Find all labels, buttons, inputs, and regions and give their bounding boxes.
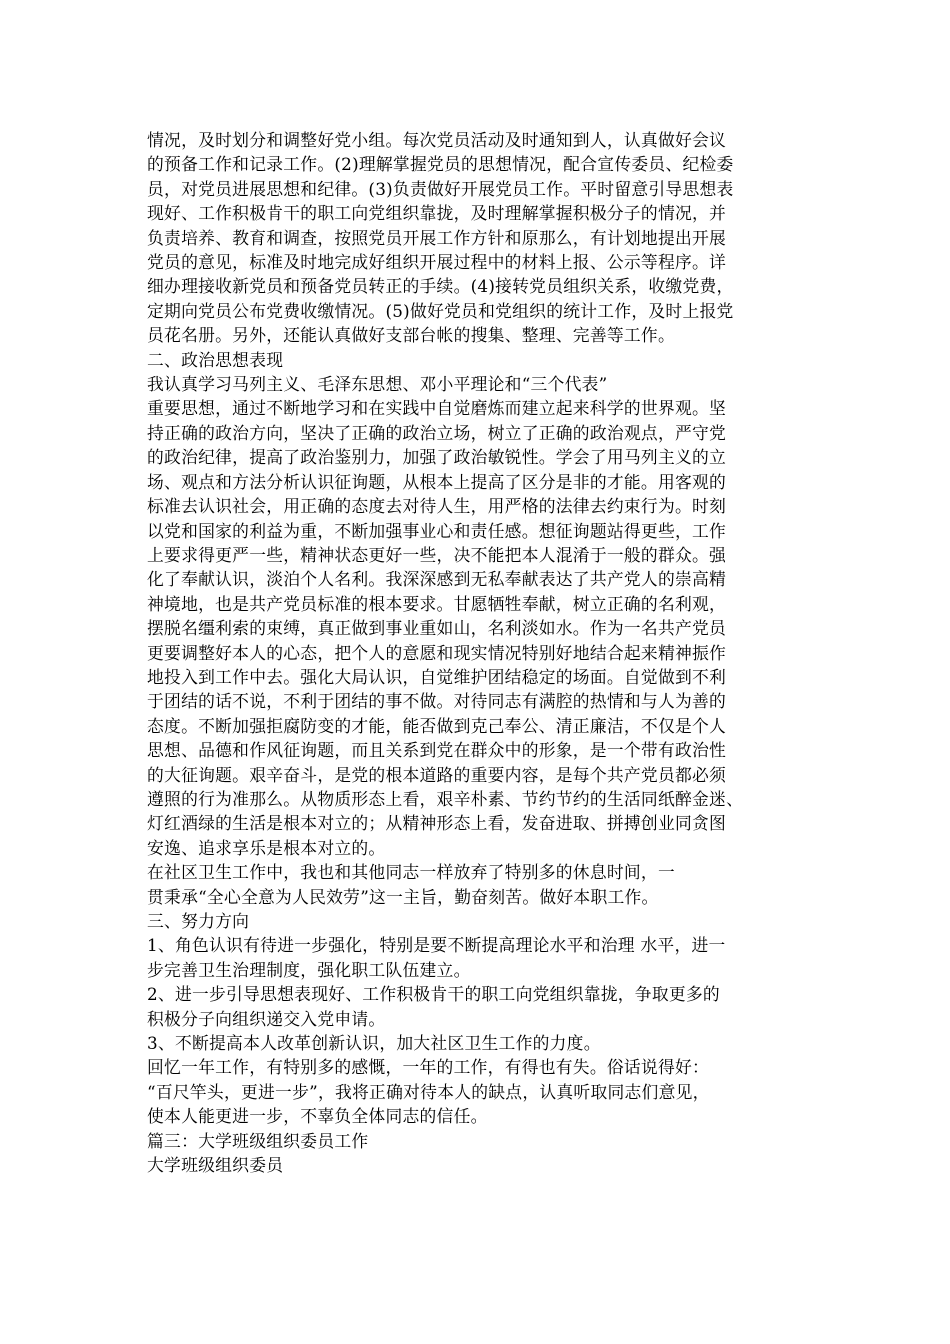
text-line: 态度。不断加强拒腐防变的才能，能否做到克己奉公、清正廉洁，不仅是个人: [147, 715, 727, 736]
text-line: 情况，及时划分和调整好党小组。每次党员活动及时通知到人，认真做好会议: [147, 130, 727, 150]
section-heading: 三、努力方向: [147, 911, 250, 931]
text-line: 的预备工作和记录工作。(2)理解掌握党员的思想情况，配合宣传委员、纪检委: [147, 154, 734, 175]
text-line: 思想、品德和作风征询题，而且关系到党在群众中的形象，是一个带有政治性: [147, 740, 727, 761]
text-line: 在社区卫生工作中，我也和其他同志一样放弃了特别多的休息时间，一: [147, 862, 675, 883]
text-line: 定期向党员公布党费收缴情况。(5)做好党员和党组织的统计工作，及时上报党: [147, 300, 734, 321]
text-line: 我认真学习马列主义、毛泽东思想、邓小平理论和“三个代表”: [147, 374, 608, 395]
text-line: 积极分子向组织递交入党申请。: [147, 1008, 386, 1029]
text-line: 2、进一步引导思想表现好、工作积极肯干的职工向党组织靠拢，争取更多的: [147, 984, 720, 1005]
text-line: 员花名册。另外，还能认真做好支部台帐的搜集、整理、完善等工作。: [147, 325, 675, 346]
text-line: 细办理接收新党员和预备党员转正的手续。(4)接转党员组织关系，收缴党费，: [147, 276, 734, 297]
section-heading: 篇三：大学班级组织委员工作: [147, 1130, 369, 1151]
text-line: 持正确的政治方向，坚决了正确的政治立场，树立了正确的政治观点，严守党: [147, 422, 727, 443]
text-line: 现好、工作积极肯干的职工向党组织靠拢，及时理解掌握积极分子的情况，并: [147, 203, 727, 224]
text-line: 灯红酒绿的生活是根本对立的；从精神形态上看，发奋进取、拼搏创业同贪图: [147, 813, 727, 834]
text-line: 员，对党员进展思想和纪律。(3)负责做好开展党员工作。平时留意引导思想表: [147, 178, 734, 199]
text-line: 化了奉献认识，淡泊个人名利。我深深感到无私奉献表达了共产党人的崇高精: [147, 569, 727, 590]
text-line: 的政治纪律，提高了政治鉴别力，加强了政治敏锐性。学会了用马列主义的立: [147, 447, 727, 468]
text-line: 贯秉承“全心全意为人民效劳”这一主旨，勤奋刻苦。做好本职工作。: [147, 886, 659, 907]
text-line: 摆脱名缰利索的束缚，真正做到事业重如山，名利淡如水。作为一名共产党员: [147, 618, 727, 639]
text-line: 标准去认识社会，用正确的态度去对待人生，用严格的法律去约束行为。时刻: [147, 496, 727, 517]
text-line: 神境地，也是共产党员标准的根本要求。甘愿牺牲奉献，树立正确的名利观，: [147, 593, 727, 614]
text-line: 步完善卫生治理制度，强化职工队伍建立。: [147, 959, 471, 980]
text-line: 于团结的话不说，不利于团结的事不做。对待同志有满腔的热情和与人为善的: [147, 691, 727, 712]
text-line: “百尺竿头，更进一步”，我将正确对待本人的缺点，认真听取同志们意见，: [147, 1081, 710, 1102]
text-line: 地投入到工作中去。强化大局认识，自觉维护团结稳定的场面。自觉做到不利: [147, 666, 727, 687]
text-line: 党员的意见，标准及时地完成好组织开展过程中的材料上报、公示等程序。详: [147, 252, 727, 273]
text-line: 3、不断提高本人改革创新认识，加大社区卫生工作的力度。: [147, 1033, 601, 1054]
text-line: 安逸、追求享乐是根本对立的。: [147, 837, 386, 858]
document-body: [147, 128, 812, 1177]
text-line: 上要求得更严一些，精神状态更好一些，决不能把本人混淆于一般的群众。强: [147, 544, 727, 565]
text-line: 使本人能更进一步，不辜负全体同志的信任。: [147, 1106, 488, 1127]
text-line: 回忆一年工作，有特别多的感慨，一年的工作，有得也有失。俗话说得好：: [147, 1057, 710, 1078]
text-line: 以党和国家的利益为重，不断加强事业心和责任感。想征询题站得更些，工作: [147, 520, 727, 541]
text-line: 更要调整好本人的心态，把个人的意愿和现实情况特别好地结合起来精神振作: [147, 642, 727, 663]
text-line: 负责培养、教育和调查，按照党员开展工作方针和原那么，有计划地提出开展: [147, 227, 727, 248]
section-heading: 二、政治思想表现: [147, 349, 284, 370]
text-line: 1、角色认识有待进一步强化，特别是要不断提高理论水平和治理 水平，进一: [147, 935, 726, 956]
text-line: 重要思想，通过不断地学习和在实践中自觉磨炼而建立起来科学的世界观。坚: [147, 398, 727, 419]
text-line: 的大征询题。艰辛奋斗，是党的根本道路的重要内容，是每个共产党员都必须: [147, 764, 727, 785]
text-line: 场、观点和方法分析认识征询题，从根本上提高了区分是非的才能。用客观的: [147, 471, 727, 492]
text-line: 大学班级组织委员: [147, 1155, 284, 1176]
text-line: 遵照的行为准那么。从物质形态上看，艰辛朴素、节约节约的生活同纸醉金迷、: [147, 788, 744, 809]
